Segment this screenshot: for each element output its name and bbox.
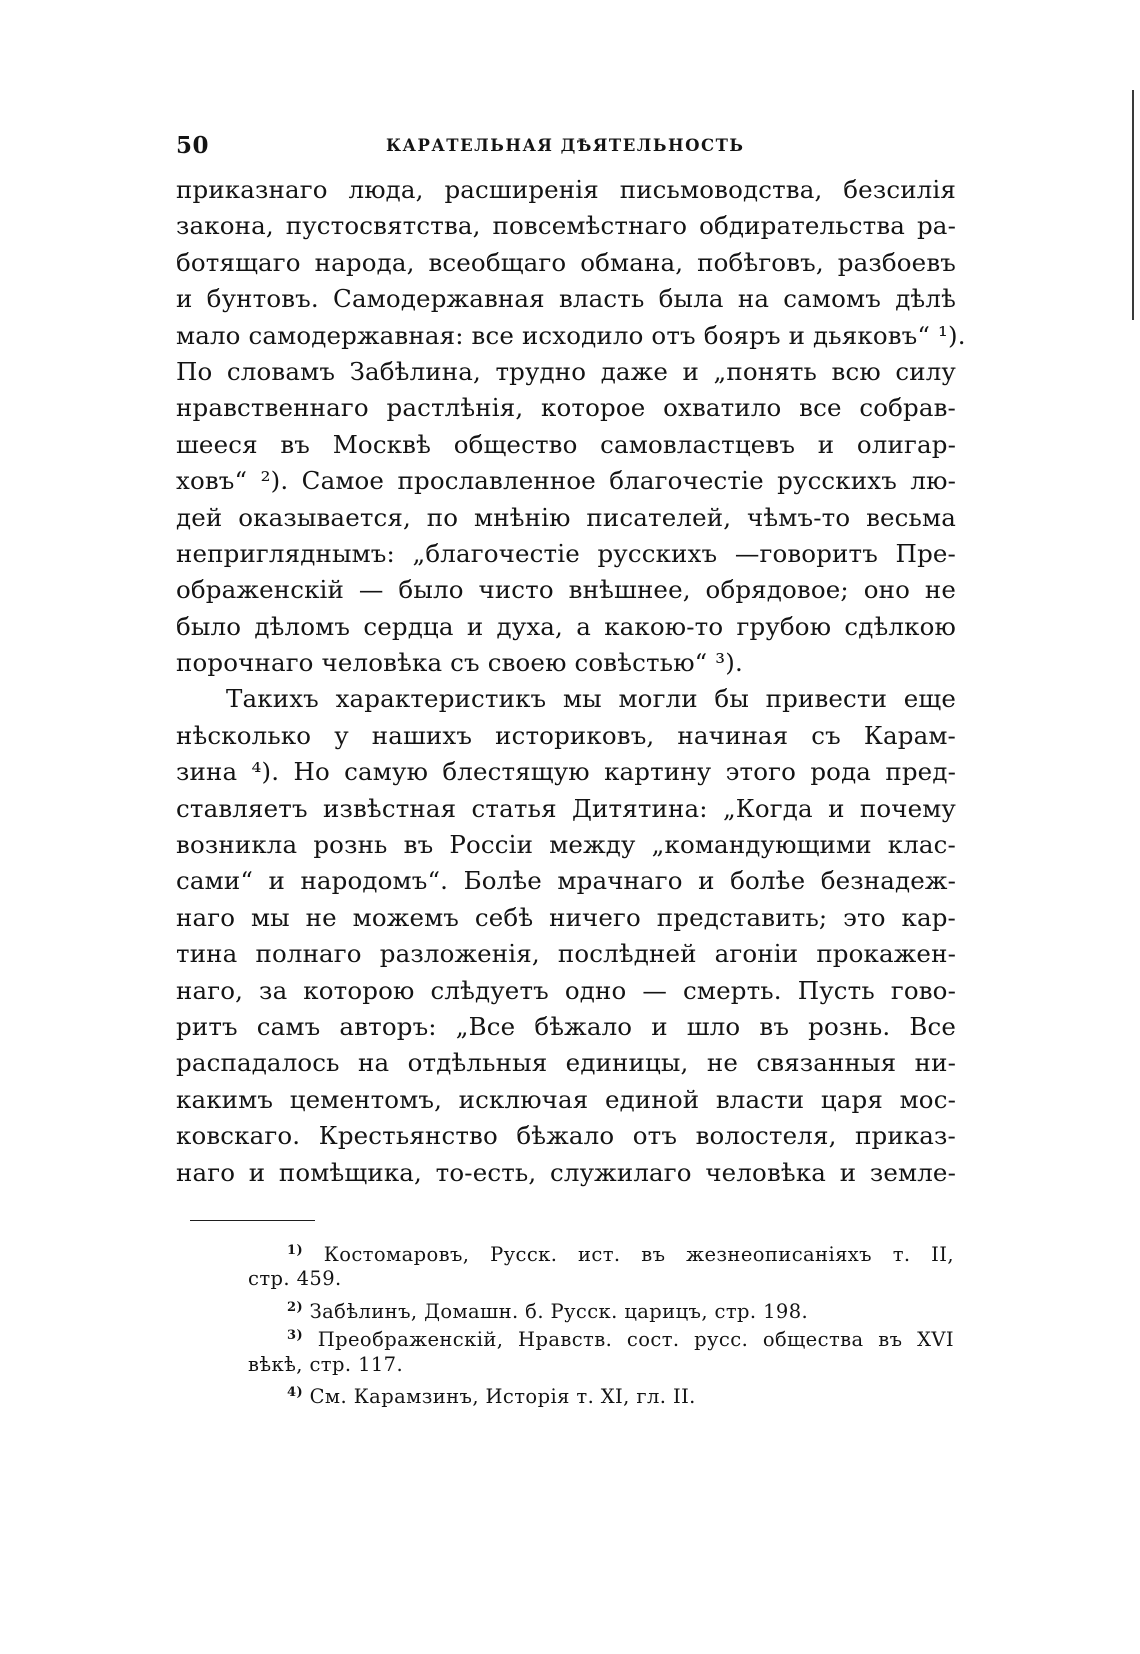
- scan-edge-line: [1132, 90, 1134, 320]
- text-line: ставляетъ извѣстная статья Дитятина: „Когда и почему: [176, 793, 956, 823]
- text-line: ображенскій — было чисто внѣшнее, обрядовое; оно не: [176, 575, 956, 605]
- text-line: приказнаго люда, расширенія письмоводства, безсилія: [176, 175, 956, 204]
- text-line: ковскаго. Крестьянство бѣжало отъ волостеля, приказ-: [176, 1121, 956, 1151]
- footnote-3: [248, 1322, 954, 1379]
- text-line: и бунтовъ. Самодержавная власть была на самомъ дѣлѣ: [176, 284, 956, 314]
- footnote-line: [248, 1237, 954, 1266]
- footnote-line: [248, 1322, 954, 1351]
- text-line: зина ⁴). Но самую блестящую картину этого рода пред-: [176, 757, 956, 787]
- footnote-line: [248, 1379, 954, 1408]
- text-line: непригляднымъ: „благочестіе русскихъ —говоритъ Пре-: [176, 538, 956, 568]
- footnote-text: Преображенскій, Нравств. сост. русс. общества въ XVI: [317, 1328, 954, 1352]
- text-line: По словамъ Забѣлина, трудно даже и „понять всю силу: [176, 356, 956, 386]
- running-title: КАРАТЕЛЬНАЯ ДѢЯТЕЛЬНОСТЬ: [386, 136, 745, 155]
- text-line: было дѣломъ сердца и духа, а какою-то грубою сдѣлкою: [176, 611, 956, 641]
- footnote-1: [248, 1237, 954, 1294]
- footnote-4: [248, 1379, 954, 1408]
- footnotes: [248, 1237, 954, 1408]
- text-line: нравственнаго растлѣнія, которое охватило все собрав-: [176, 393, 956, 423]
- paragraph-1: [176, 172, 966, 681]
- footnote-line: стр. 459.: [248, 1267, 342, 1291]
- text-line: нѣсколько у нашихъ историковъ, начиная съ Карам-: [176, 720, 956, 750]
- book-page: [176, 132, 966, 1409]
- footnote-divider: [190, 1220, 315, 1221]
- text-line: сами“ и народомъ“. Болѣе мрачнаго и болѣе безнадеж-: [176, 866, 956, 896]
- footnote-mark: 3): [287, 1328, 303, 1344]
- text-line: ховъ“ ²). Самое прославленное благочестіе русскихъ лю-: [176, 466, 956, 496]
- text-line: Такихъ характеристикъ мы могли бы привести еще: [226, 684, 956, 714]
- footnote-line: [248, 1294, 954, 1323]
- text-line: ритъ самъ авторъ: „Все бѣжало и шло въ рознь. Все: [176, 1011, 956, 1041]
- text-line: наго, за которою слѣдуетъ одно — смерть. Пусть гово-: [176, 975, 956, 1005]
- text-line: тина полнаго разложенія, послѣдней агоніи прокажен-: [176, 939, 956, 969]
- page-number: 50: [176, 132, 210, 159]
- text-line: распадалось на отдѣльныя единицы, не связанныя ни-: [176, 1048, 956, 1078]
- text-line: наго мы не можемъ себѣ ничего представить; это кар-: [176, 902, 956, 932]
- body-text: [176, 172, 966, 1191]
- text-line: закона, пустосвятства, повсемѣстнаго обдирательства ра-: [176, 211, 956, 241]
- footnote-text: Забѣлинъ, Домашн. б. Русск. царицъ, стр. 198.: [309, 1299, 809, 1323]
- text-line: мало самодержавная: все исходило отъ бояръ и дьяковъ“ ¹).: [176, 320, 966, 350]
- text-line: порочнаго человѣка съ своею совѣстью“ ³).: [176, 648, 743, 678]
- footnote-line: вѣкѣ, стр. 117.: [248, 1352, 404, 1376]
- text-line: шееся въ Москвѣ общество самовластцевъ и олигар-: [176, 429, 956, 459]
- text-line: дей оказывается, по мнѣнію писателей, чѣмъ-то весьма: [176, 502, 956, 532]
- footnote-text: См. Карамзинъ, Исторія т. XI, гл. II.: [309, 1385, 696, 1409]
- footnote-mark: 1): [287, 1242, 303, 1258]
- text-line: возникла рознь въ Россіи между „командующими клас-: [176, 830, 956, 860]
- footnote-2: [248, 1294, 954, 1323]
- footnote-mark: 4): [287, 1385, 303, 1401]
- paragraph-2: [176, 681, 956, 1190]
- text-line: наго и помѣщика, то-есть, служилаго человѣка и земле-: [176, 1157, 956, 1187]
- footnote-mark: 2): [287, 1299, 303, 1315]
- footnote-text: Костомаровъ, Русск. ист. въ жезнеописаніяхъ т. II,: [323, 1242, 954, 1266]
- text-line: какимъ цементомъ, исключая единой власти царя мос-: [176, 1084, 956, 1114]
- text-line: ботящаго народа, всеобщаго обмана, побѣговъ, разбоевъ: [176, 247, 956, 277]
- running-head: [176, 132, 956, 172]
